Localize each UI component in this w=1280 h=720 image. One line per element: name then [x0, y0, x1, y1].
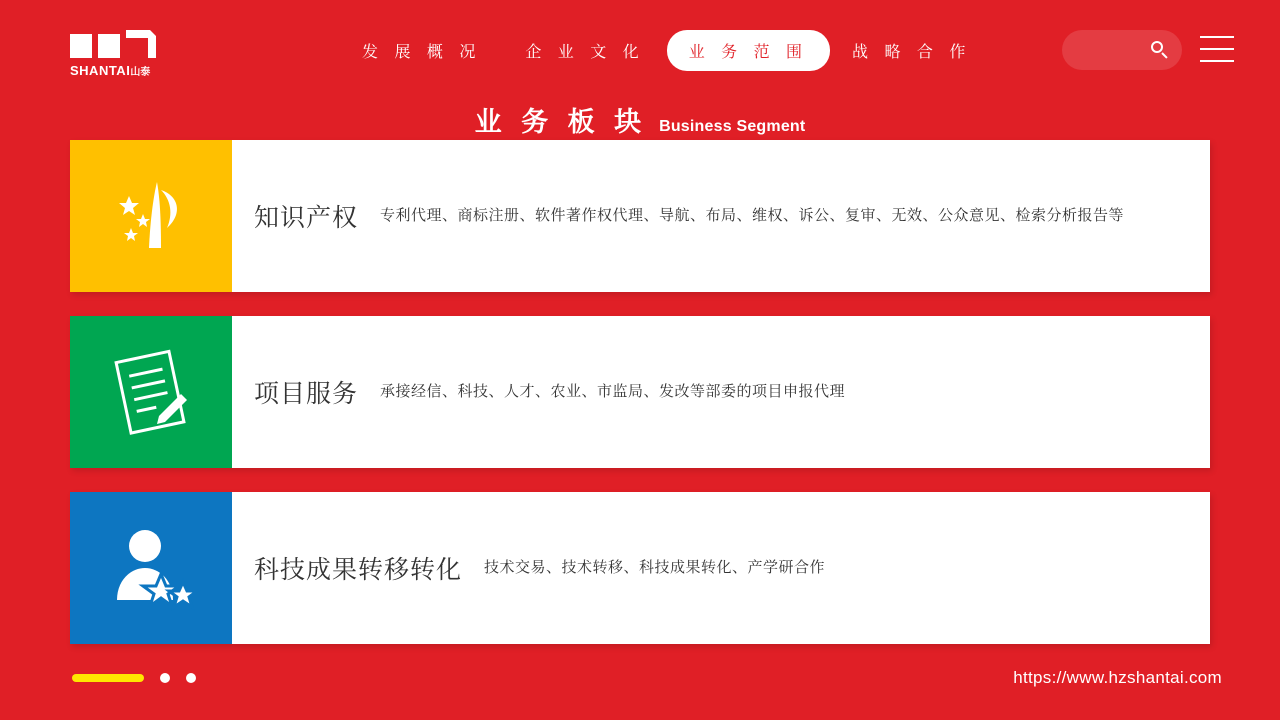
card-description: 技术交易、技术转移、科技成果转化、产学研合作	[484, 558, 826, 576]
business-card-intellectual-property[interactable]	[70, 140, 1210, 292]
nav-item-strategic-cooperation[interactable]: 战 略 合 作	[852, 43, 972, 61]
patent-star-icon	[105, 170, 197, 262]
logo-shape-icon	[70, 28, 170, 60]
logo-wordmark	[70, 63, 170, 78]
carousel-pagination	[72, 673, 196, 683]
page-title	[0, 100, 1280, 139]
page-title-cn: 业 务 板 块	[474, 107, 648, 137]
card-description: 专利代理、商标注册、软件著作权代理、导航、布局、维权、诉公、复审、无效、公众意见、检索分析报告等	[380, 206, 1125, 224]
card-icon-container	[70, 140, 232, 292]
card-icon-container	[70, 492, 232, 644]
person-stars-icon	[101, 518, 201, 618]
site-url: https://www.hzshantai.com	[1013, 668, 1222, 687]
card-description: 承接经信、科技、人才、农业、市监局、发改等部委的项目申报代理	[380, 382, 846, 400]
card-title: 项目服务	[254, 380, 359, 408]
card-body	[232, 140, 1210, 292]
search-input[interactable]	[1062, 30, 1182, 70]
document-pen-icon	[101, 342, 201, 442]
nav-item-business-scope[interactable]: 业 务 范 围	[667, 30, 830, 71]
page-title-en: Business Segment	[659, 118, 806, 135]
business-card-tech-transfer[interactable]	[70, 492, 1210, 644]
search-icon[interactable]	[1150, 40, 1170, 60]
pagination-item-2[interactable]	[160, 673, 170, 683]
hamburger-menu-icon[interactable]	[1200, 36, 1234, 62]
logo-text-cn: 山泰	[130, 67, 151, 78]
card-title: 科技成果转移转化	[254, 556, 463, 584]
business-card-project-service[interactable]	[70, 316, 1210, 468]
pagination-item-1-active[interactable]	[72, 674, 144, 682]
card-icon-container	[70, 316, 232, 468]
card-body	[232, 492, 1210, 644]
card-title: 知识产权	[254, 204, 359, 232]
site-header	[0, 0, 1280, 100]
site-logo[interactable]	[70, 28, 170, 80]
shantai-logo-mark-icon	[70, 28, 170, 60]
nav-item-development[interactable]: 发 展 概 况	[362, 43, 482, 61]
logo-text-en: SHANTAI	[70, 63, 131, 78]
card-body	[232, 316, 1210, 468]
business-segment-list	[70, 140, 1210, 668]
nav-item-culture[interactable]: 企 业 文 化	[525, 43, 645, 61]
pagination-item-3[interactable]	[186, 673, 196, 683]
main-navigation	[340, 30, 993, 70]
